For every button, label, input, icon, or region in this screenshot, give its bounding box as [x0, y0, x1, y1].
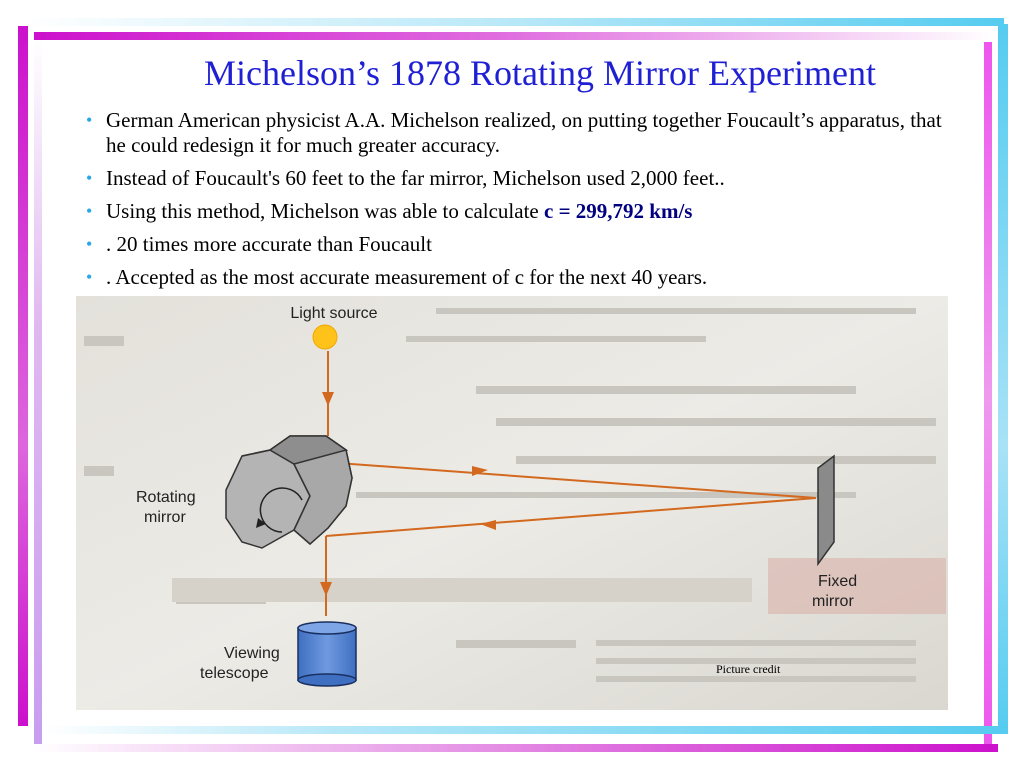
bullet-item: • Using this method, Michelson was able to calculate c = 299,792 km/s	[86, 199, 693, 223]
bullet-item: • Instead of Foucault's 60 feet to the far mirror, Michelson used 2,000 feet..	[86, 166, 725, 190]
bullet-dot: •	[86, 110, 93, 130]
bottom-magenta-bar	[34, 744, 998, 752]
experiment-diagram	[76, 296, 948, 710]
light-source-label: Light source	[290, 305, 378, 322]
bullet-item: • German American physicist A.A. Michelson realized, on putting together Foucault’s apparatus, that he could redesign it for much greater accuracy.	[86, 108, 942, 157]
bullet-list	[84, 108, 964, 298]
top-magenta-bar	[34, 32, 994, 40]
bullet-dot: •	[86, 168, 93, 188]
bullet-dot: •	[86, 267, 93, 287]
slide-title: Michelson’s 1878 Rotating Mirror Experiment	[204, 53, 876, 93]
viewing-telescope-label: Viewing telescope	[200, 645, 280, 682]
right-magenta-bar	[984, 42, 992, 752]
sun-icon	[313, 325, 337, 349]
bullet-dot: •	[86, 234, 93, 254]
bullet-item: • . Accepted as the most accurate measurement of c for the next 40 years.	[86, 265, 708, 289]
bullet-item: • . 20 times more accurate than Foucault	[86, 232, 432, 256]
bottom-cyan-bar	[44, 726, 1008, 734]
picture-credit-link[interactable]: Picture credit	[716, 662, 781, 676]
rotating-mirror-label: Rotating mirror	[136, 489, 196, 526]
top-cyan-bar	[24, 18, 1004, 26]
bullet-dot: •	[86, 201, 93, 221]
left-magenta-bar	[18, 26, 28, 726]
left-lilac-bar	[34, 40, 42, 752]
speed-of-light-value: c = 299,792 km/s	[544, 199, 693, 223]
viewing-telescope	[298, 622, 356, 686]
right-cyan-bar	[998, 24, 1008, 730]
fixed-mirror-label: Fixed mirror	[812, 573, 858, 610]
